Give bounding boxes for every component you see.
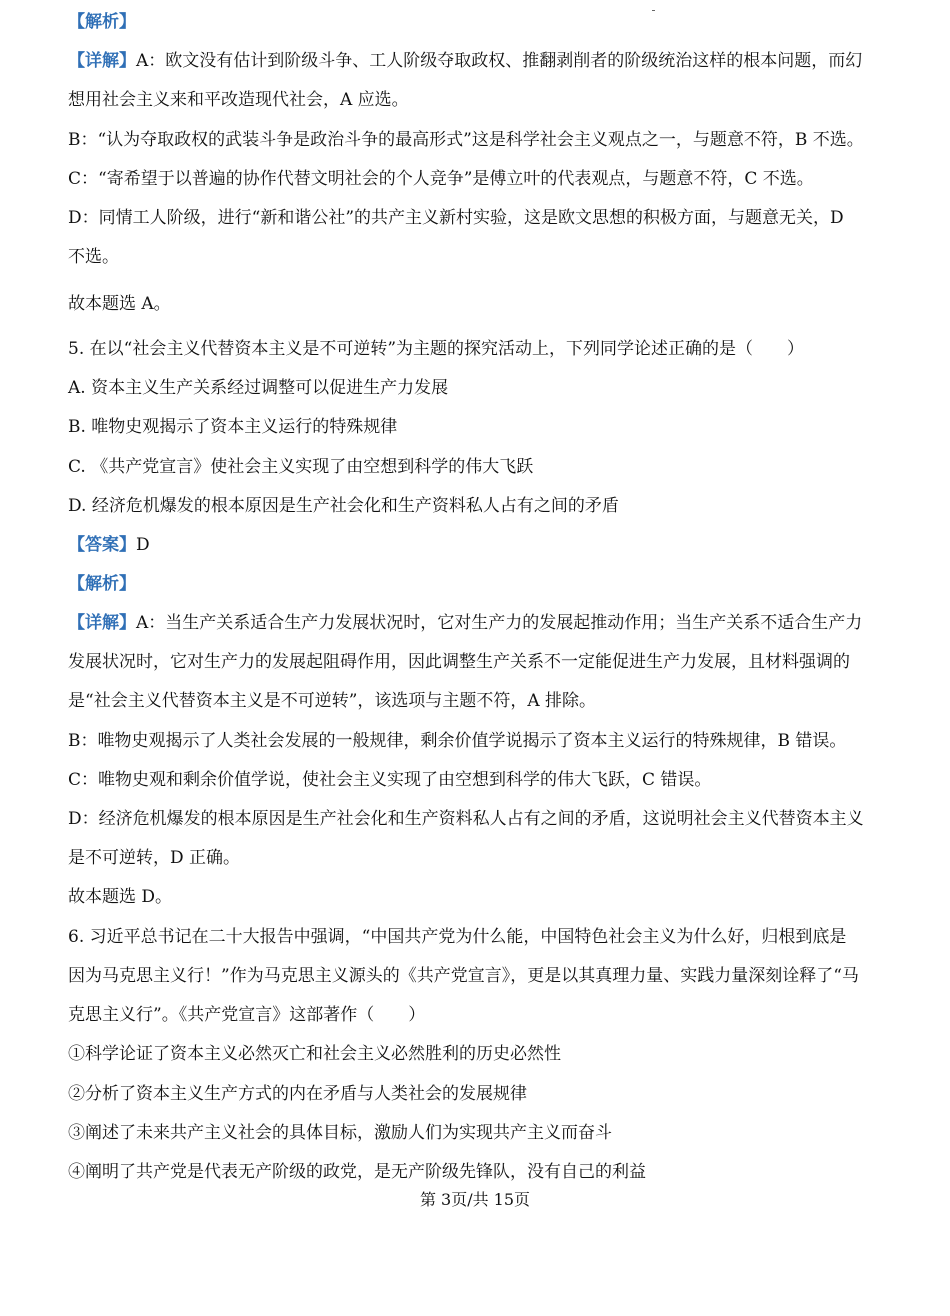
detail-b-line: B：“认为夺取政权的武装斗争是政治斗争的最高形式”这是科学社会主义观点之一，与题意不符，B 不选。 <box>68 130 864 150</box>
analysis-tag: 【解析】 <box>68 12 136 32</box>
answer-value: D <box>136 535 150 555</box>
detail-a-text: A：欧文没有估计到阶级斗争、工人阶级夺取政权、推翻剥削者的阶级统治这样的根本问题，而幻 <box>136 51 863 71</box>
detail-d-line-2: 不选。 <box>68 247 119 267</box>
q5-stem: 5. 在以“社会主义代替资本主义是不可逆转”为主题的探究活动上，下列同学论述正确的是（ ） <box>68 339 805 359</box>
conclusion: 故本题选 A。 <box>68 294 171 314</box>
q5-detail-b-line: B：唯物史观揭示了人类社会发展的一般规律，剩余价值学说揭示了资本主义运行的特殊规律，B 错误。 <box>68 731 847 751</box>
q5-detail-a-text: A：当生产关系适合生产力发展状况时，它对生产力的发展起推动作用；当生产关系不适合生产力 <box>136 613 863 633</box>
detail-a-line-2: 想用社会主义来和平改造现代社会，A 应选。 <box>68 90 409 110</box>
q6-item-4: ④阐明了共产党是代表无产阶级的政党，是无产阶级先锋队，没有自己的利益 <box>68 1162 646 1182</box>
q6-item-1: ①科学论证了资本主义必然灭亡和社会主义必然胜利的历史必然性 <box>68 1044 561 1064</box>
detail-tag: 【详解】 <box>68 51 136 71</box>
page-footer: 第 3页/共 15页 <box>419 1190 531 1209</box>
q5-detail-a-line-2: 发展状况时，它对生产力的发展起阻碍作用，因此调整生产关系不一定能促进生产力发展，且材料强调的 <box>68 652 850 672</box>
q5-detail-tag: 【详解】 <box>68 613 136 633</box>
detail-d-line-1: D：同情工人阶级，进行“新和谐公社”的共产主义新村实验，这是欧文思想的积极方面，与题意无关，D <box>68 208 844 228</box>
q5-option-d: D. 经济危机爆发的根本原因是生产社会化和生产资料私人占有之间的矛盾 <box>68 496 619 516</box>
q6-stem-line-1: 6. 习近平总书记在二十大报告中强调，“中国共产党为什么能，中国特色社会主义为什么好，归根到底是 <box>68 927 847 947</box>
q5-option-b: B. 唯物史观揭示了资本主义运行的特殊规律 <box>68 417 398 437</box>
q5-detail-a-line-3: 是“社会主义代替资本主义是不可逆转”，该选项与主题不符，A 排除。 <box>68 691 597 711</box>
scan-mark <box>652 10 655 11</box>
q5-answer-line <box>68 533 150 557</box>
detail-c-line: C：“寄希望于以普遍的协作代替文明社会的个人竞争”是傅立叶的代表观点，与题意不符，C 不选。 <box>68 169 814 189</box>
q5-conclusion: 故本题选 D。 <box>68 887 173 907</box>
q5-detail-c-line: C：唯物史观和剩余价值学说，使社会主义实现了由空想到科学的伟大飞跃，C 错误。 <box>68 770 712 790</box>
q5-option-c: C. 《共产党宣言》使社会主义实现了由空想到科学的伟大飞跃 <box>68 457 534 477</box>
q6-item-2: ②分析了资本主义生产方式的内在矛盾与人类社会的发展规律 <box>68 1084 527 1104</box>
q5-detail-d-line-2: 是不可逆转，D 正确。 <box>68 848 241 868</box>
q5-detail-a-line-1 <box>68 611 862 635</box>
q6-item-3: ③阐述了未来共产主义社会的具体目标，激励人们为实现共产主义而奋斗 <box>68 1123 612 1143</box>
q6-stem-line-3: 克思主义行”。《共产党宣言》这部著作（ ） <box>68 1005 426 1025</box>
q5-option-a: A. 资本主义生产关系经过调整可以促进生产力发展 <box>68 378 449 398</box>
answer-tag: 【答案】 <box>68 535 136 555</box>
detail-a-line-1 <box>68 49 862 73</box>
q5-detail-d-line-1: D：经济危机爆发的根本原因是生产社会化和生产资料私人占有之间的矛盾，这说明社会主义代替资本主义 <box>68 809 864 829</box>
q5-analysis-tag: 【解析】 <box>68 574 136 594</box>
q6-stem-line-2: 因为马克思主义行！”作为马克思主义源头的《共产党宣言》，更是以其真理力量、实践力量深刻诠释了“马 <box>68 966 859 986</box>
